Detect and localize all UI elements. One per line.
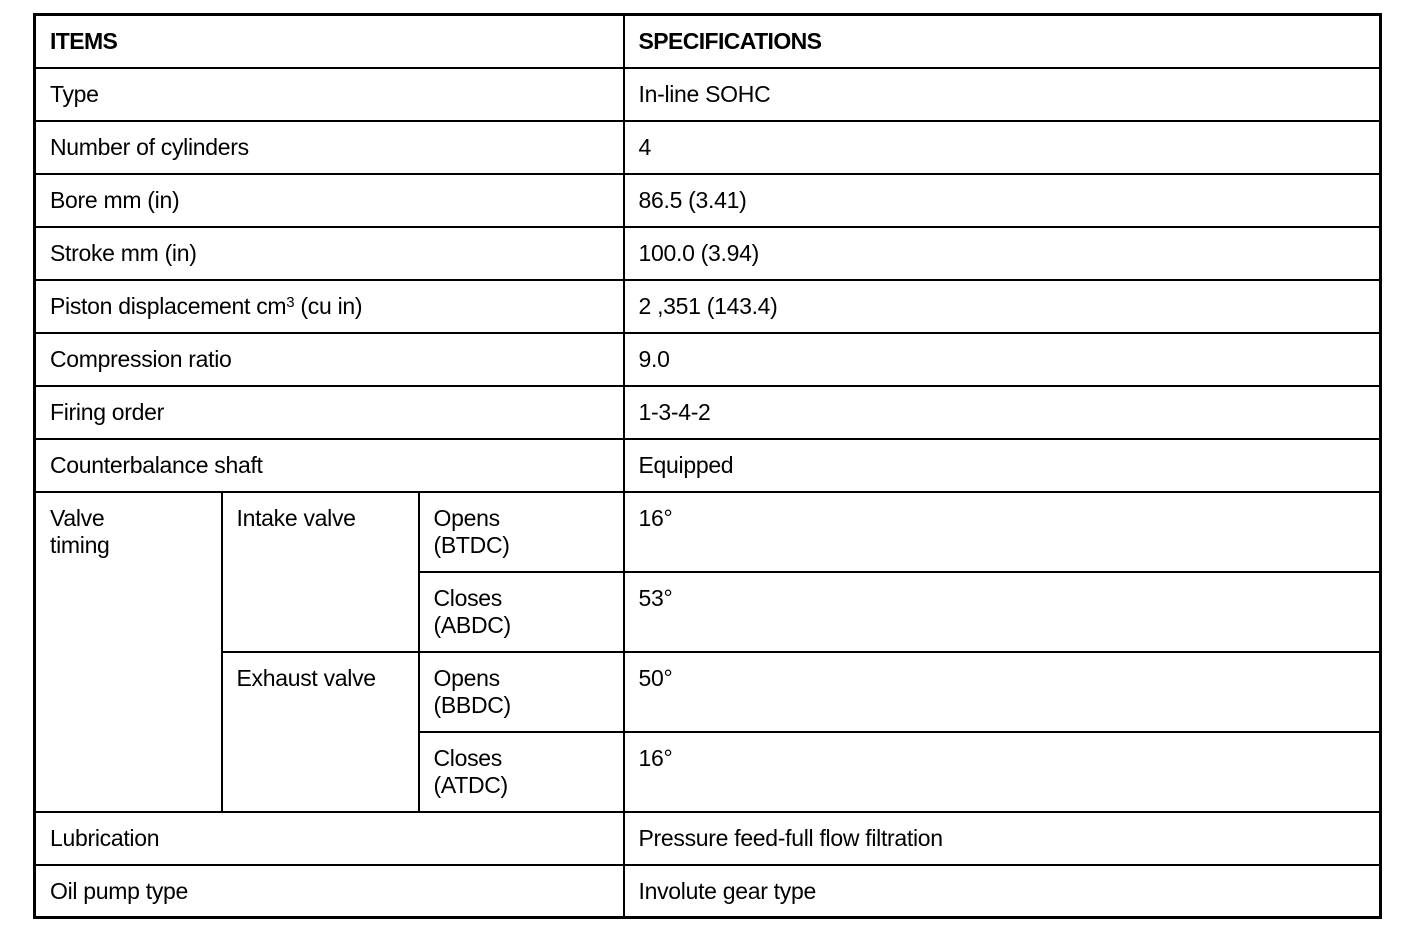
label-line: Closes: [433, 584, 503, 611]
spec-cell: In-line SOHC: [624, 68, 1381, 121]
intake-closes-value: 53°: [624, 572, 1381, 652]
exhaust-closes-label: [419, 732, 624, 812]
label-line: (BTDC): [433, 531, 510, 558]
exhaust-opens-label: [419, 652, 624, 732]
spec-cell: Equipped: [624, 439, 1381, 492]
label-line: (BBDC): [433, 691, 511, 718]
label-line: (ABDC): [433, 611, 511, 638]
item-cell: [35, 280, 624, 333]
table-row: [35, 812, 1381, 865]
table-row: [35, 439, 1381, 492]
spec-cell: 1-3-4-2: [624, 386, 1381, 439]
item-cell: Number of cylinders: [35, 121, 624, 174]
spec-cell: 4: [624, 121, 1381, 174]
intake-opens-value: 16°: [624, 492, 1381, 572]
item-text: (cu in): [294, 292, 363, 319]
table-row: [35, 121, 1381, 174]
spec-cell: 100.0 (3.94): [624, 227, 1381, 280]
item-cell: Bore mm (in): [35, 174, 624, 227]
exhaust-opens-value: 50°: [624, 652, 1381, 732]
item-cell: Compression ratio: [35, 333, 624, 386]
label-line: Closes: [433, 744, 503, 771]
items-header: ITEMS: [35, 15, 624, 68]
table-row: [35, 386, 1381, 439]
exhaust-valve-label: Exhaust valve: [222, 652, 419, 812]
intake-closes-label: [419, 572, 624, 652]
table-row: [35, 333, 1381, 386]
item-cell: Firing order: [35, 386, 624, 439]
intake-valve-label: Intake valve: [222, 492, 419, 652]
intake-opens-label: [419, 492, 624, 572]
table-row: [35, 652, 1381, 732]
item-cell: Counterbalance shaft: [35, 439, 624, 492]
superscript: 3: [286, 293, 295, 311]
label-line: Opens: [433, 664, 500, 691]
spec-cell: Involute gear type: [624, 865, 1381, 918]
label-line: Opens: [433, 504, 500, 531]
label-line: (ATDC): [433, 771, 508, 798]
item-cell: Type: [35, 68, 624, 121]
table-row: [35, 280, 1381, 333]
specifications-header: SPECIFICATIONS: [624, 15, 1381, 68]
spec-cell: 86.5 (3.41): [624, 174, 1381, 227]
label-line: timing: [50, 531, 110, 558]
table-row: [35, 492, 1381, 572]
spec-cell: 9.0: [624, 333, 1381, 386]
table-row: [35, 865, 1381, 918]
item-cell: Lubrication: [35, 812, 624, 865]
label-line: Valve: [50, 504, 105, 531]
valve-timing-label: [35, 492, 222, 812]
item-text: Piston displacement cm: [50, 292, 287, 319]
table-row: [35, 227, 1381, 280]
spec-cell: Pressure feed-full flow filtration: [624, 812, 1381, 865]
exhaust-closes-value: 16°: [624, 732, 1381, 812]
spec-cell: 2 ,351 (143.4): [624, 280, 1381, 333]
engine-specifications-table: [33, 13, 1382, 919]
item-cell: Oil pump type: [35, 865, 624, 918]
table-row: [35, 174, 1381, 227]
header-row: [35, 15, 1381, 68]
item-cell: Stroke mm (in): [35, 227, 624, 280]
table-row: [35, 68, 1381, 121]
